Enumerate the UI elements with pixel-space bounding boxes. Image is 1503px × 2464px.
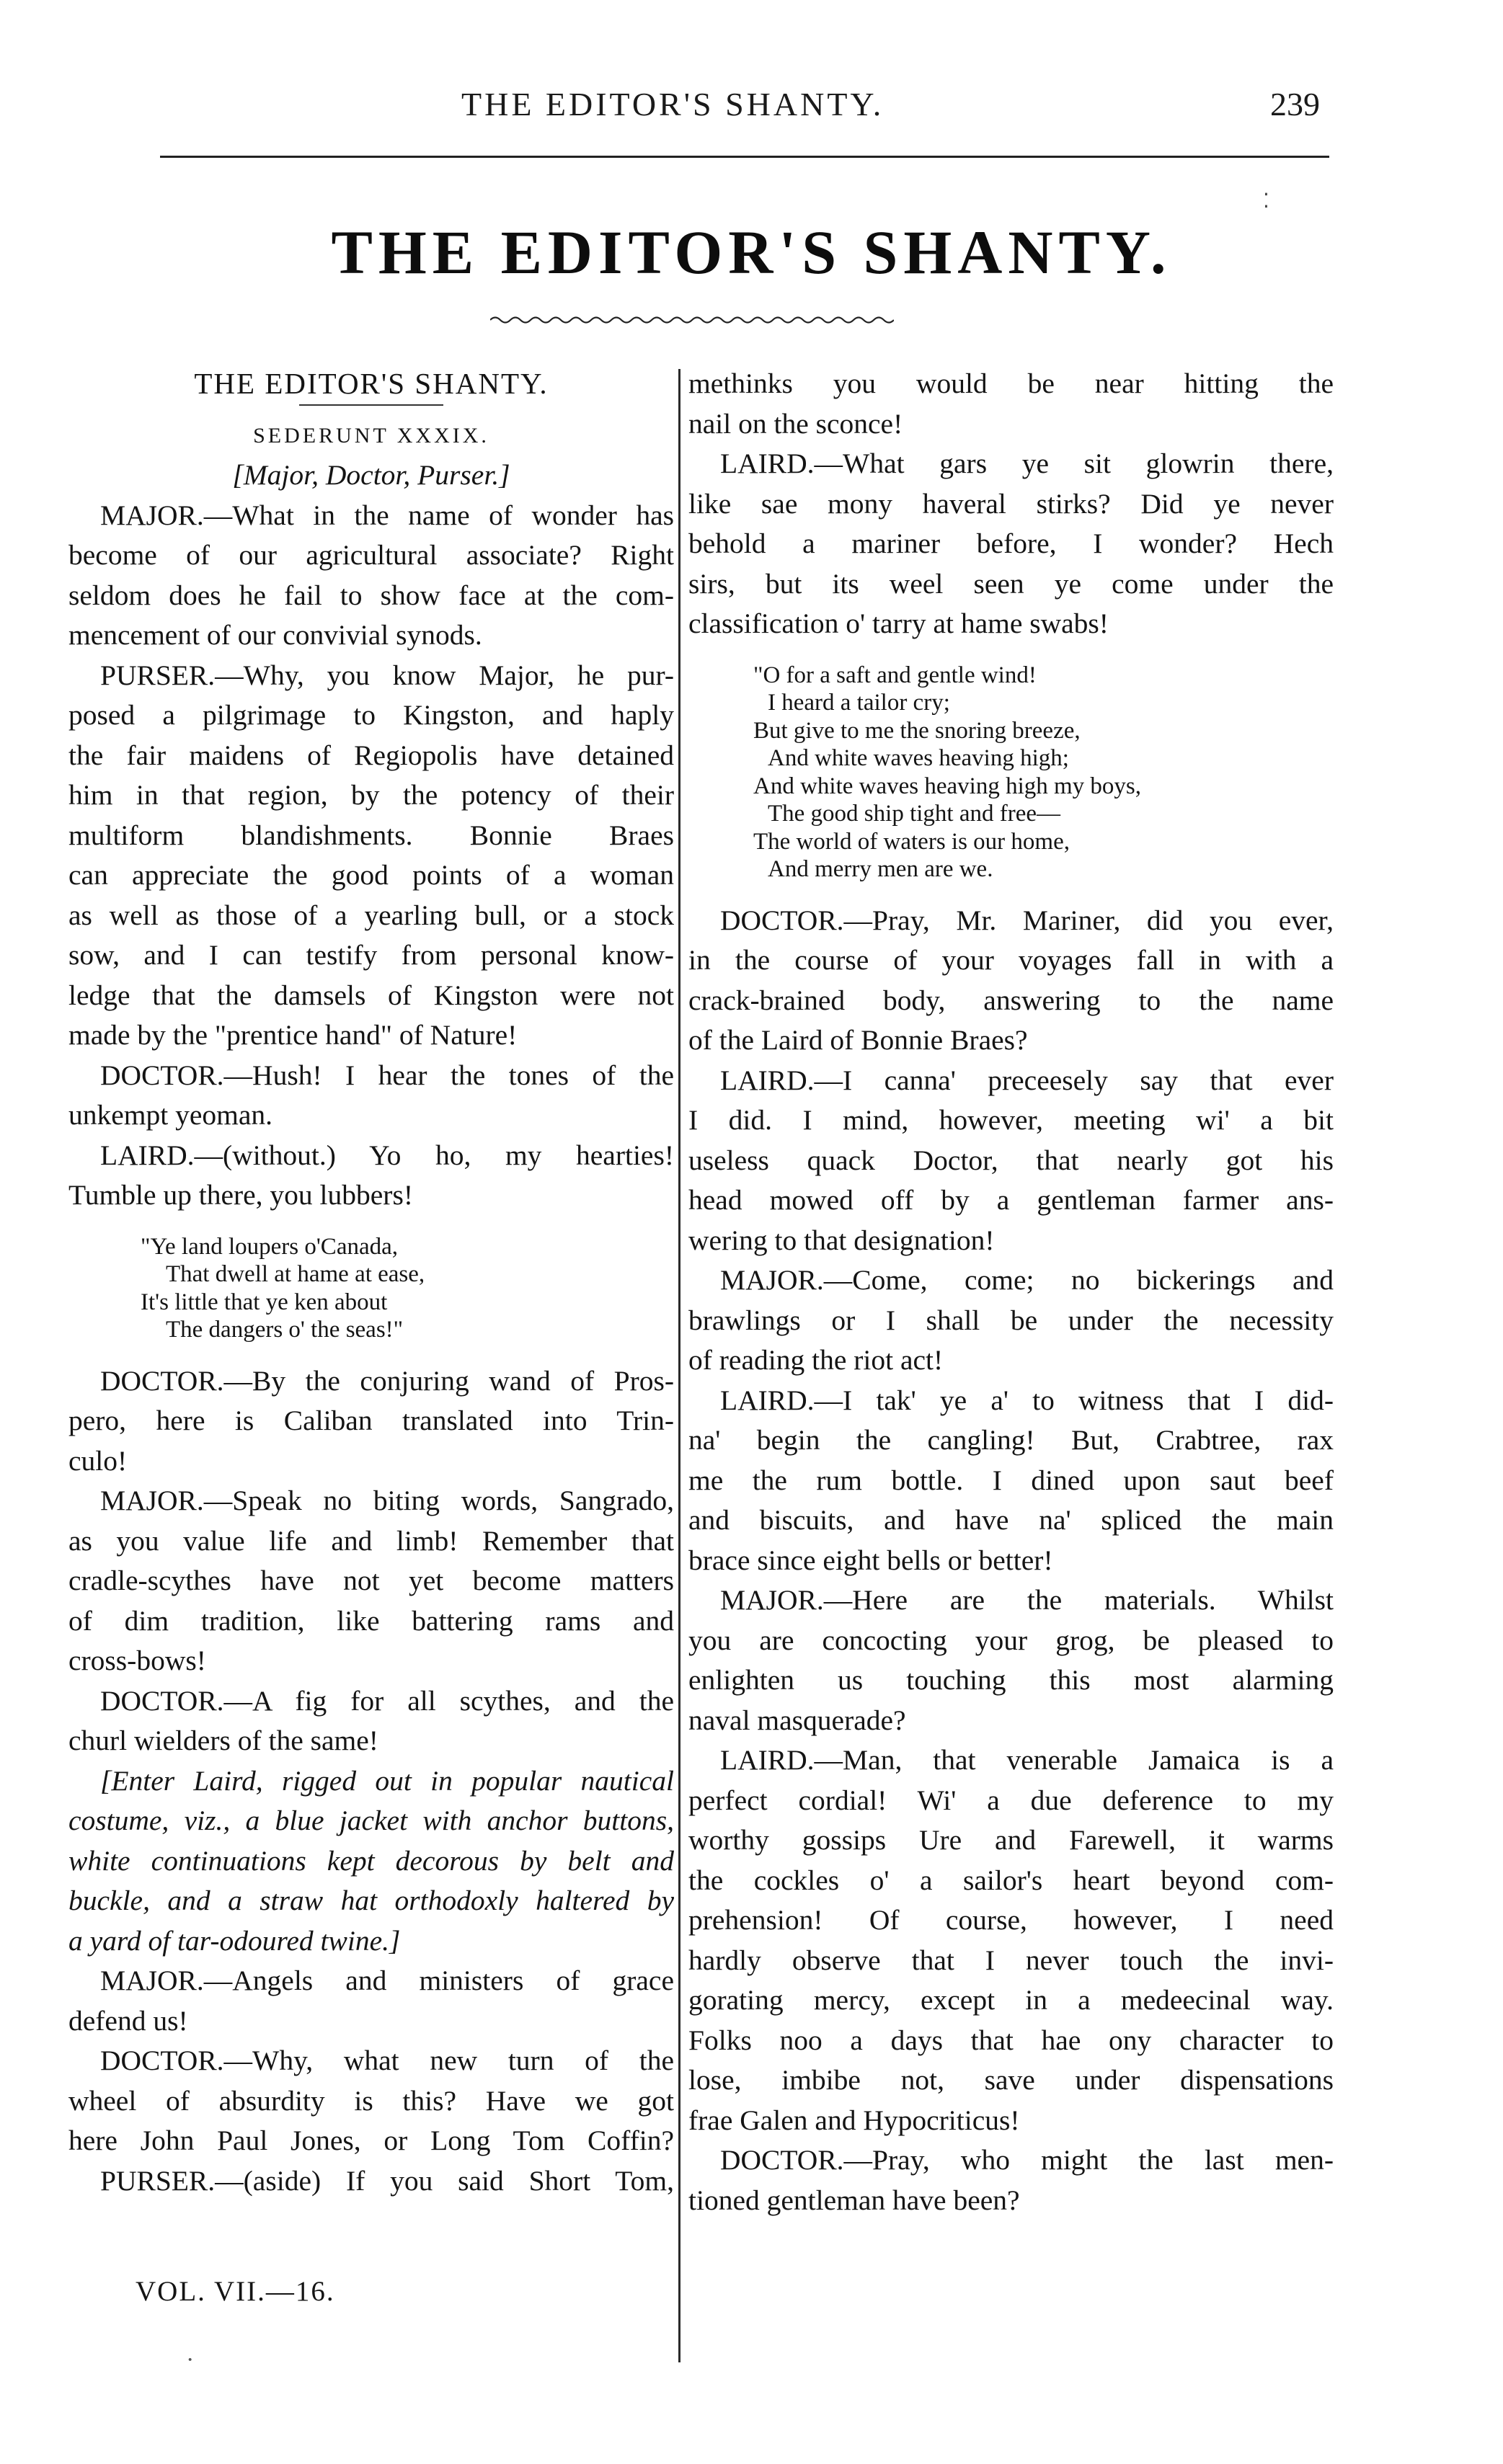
sederunt-number: SEDERUNT XXXIX. — [253, 423, 489, 448]
cast-list: [Major, Doctor, Purser.] — [232, 459, 510, 491]
text-line: na' begin the cangling! But, Crabtree, rax — [688, 1424, 1334, 1456]
text-line: MAJOR.—Angels and ministers of grace — [100, 1965, 674, 1996]
text-line: MAJOR.—Here are the materials. Whilst — [720, 1584, 1334, 1616]
text-line: crack-brained body, answering to the name — [688, 984, 1334, 1016]
verse-line: The good ship tight and free— — [768, 801, 1060, 827]
right-column — [688, 364, 1334, 2220]
text-line: frae Galen and Hypocriticus! — [688, 2104, 1020, 2136]
page-number: 239 — [1270, 86, 1320, 123]
text-line: MAJOR.—Speak no biting words, Sangrado, — [100, 1485, 674, 1516]
text-line: as well as those of a yearling bull, or a stock — [68, 899, 674, 931]
text-line: nail on the sconce! — [688, 407, 903, 440]
volume-signature: VOL. VII.—16. — [136, 2276, 335, 2307]
text-line: seldom does he fail to show face at the com- — [68, 579, 674, 611]
text-line: cradle-scythes have not yet become matters — [68, 1565, 674, 1596]
text-line: of reading the riot act! — [688, 1344, 944, 1376]
text-line: and biscuits, and have na' spliced the main — [688, 1504, 1334, 1536]
text-line: LAIRD.—(without.) Yo ho, my hearties! — [100, 1139, 674, 1171]
text-line: culo! — [68, 1444, 128, 1477]
text-line: DOCTOR.—Pray, who might the last men- — [720, 2144, 1334, 2176]
text-line: DOCTOR.—Hush! I hear the tones of the — [100, 1059, 674, 1091]
verse-line: The world of waters is our home, — [753, 828, 1070, 855]
text-line: useless quack Doctor, that nearly got his — [688, 1144, 1334, 1176]
text-line: MAJOR.—What in the name of wonder has — [100, 499, 674, 531]
text-line: I did. I mind, however, meeting wi' a bit — [688, 1104, 1334, 1136]
text-line: LAIRD.—Man, that venerable Jamaica is a — [720, 1744, 1334, 1776]
text-line: here John Paul Jones, or Long Tom Coffin? — [68, 2125, 674, 2156]
text-line: become of our agricultural associate? Right — [68, 539, 674, 571]
text-line: in the course of your voyages fall in with a — [688, 944, 1334, 976]
text-line: pero, here is Caliban translated into Trin- — [68, 1405, 674, 1436]
verse-line: I heard a tailor cry; — [768, 690, 950, 716]
text-line: classification o' tarry at hame swabs! — [688, 608, 1109, 639]
left-column — [68, 364, 674, 2201]
text-line: the cockles o' a sailor's heart beyond com- — [688, 1864, 1334, 1896]
text-line: prehension! Of course, however, I need — [688, 1904, 1334, 1936]
verse-line: The dangers o' the seas!" — [166, 1317, 404, 1343]
header-rule — [160, 156, 1329, 158]
verse-line: And white waves heaving high; — [768, 745, 1069, 771]
text-line: behold a mariner before, I wonder? Hech — [688, 528, 1334, 559]
text-line: LAIRD.—I canna' preceesely say that ever — [720, 1064, 1334, 1096]
text-line: methinks you would be near hitting the — [688, 368, 1334, 399]
text-line: gorating mercy, except in a medeecinal way. — [688, 1984, 1334, 2016]
text-line: defend us! — [68, 2004, 188, 2037]
text-line: him in that region, by the potency of their — [68, 779, 674, 811]
text-line: posed a pilgrimage to Kingston, and haply — [68, 699, 674, 731]
page-title: THE EDITOR'S SHANTY. — [331, 218, 1172, 287]
text-line: wering to that designation! — [688, 1224, 995, 1256]
title-wave-ornament — [490, 314, 894, 329]
column-heading: THE EDITOR'S SHANTY. — [194, 367, 549, 400]
verse-line: But give to me the snoring breeze, — [753, 717, 1081, 744]
verse-line: And merry men are we. — [768, 856, 993, 882]
verse-line: And white waves heaving high my boys, — [753, 773, 1142, 799]
stage-direction: a yard of tar-odoured twine.] — [68, 1924, 401, 1957]
text-line: LAIRD.—What gars ye sit glowrin there, — [720, 448, 1334, 479]
text-line: head mowed off by a gentleman farmer ans- — [688, 1184, 1334, 1216]
stray-mark: · — [186, 2347, 195, 2373]
text-line: DOCTOR.—A fig for all scythes, and the — [100, 1684, 674, 1717]
text-line: worthy gossips Ure and Farewell, it warms — [688, 1824, 1334, 1856]
text-line: DOCTOR.—Why, what new turn of the — [100, 2045, 674, 2076]
stage-direction: costume, viz., a blue jacket with anchor buttons, — [68, 1805, 674, 1836]
text-line: cross-bows! — [68, 1645, 206, 1676]
text-line: brace since eight bells or better! — [688, 1544, 1053, 1576]
text-line: made by the "prentice hand" of Nature! — [68, 1019, 518, 1051]
heading-rule — [299, 404, 443, 406]
stage-direction: white continuations kept decorous by belt and — [68, 1844, 674, 1877]
text-line: you are concocting your grog, be pleased to — [688, 1624, 1334, 1656]
column-divider — [678, 369, 680, 2362]
verse-line: "Ye land loupers o'Canada, — [141, 1233, 399, 1260]
text-line: brawlings or I shall be under the necessity — [688, 1304, 1334, 1336]
text-line: ledge that the damsels of Kingston were not — [68, 979, 674, 1011]
text-line: wheel of absurdity is this? Have we got — [68, 2084, 674, 2117]
text-line: LAIRD.—I tak' ye a' to witness that I did- — [720, 1384, 1334, 1416]
text-line: naval masquerade? — [688, 1704, 906, 1736]
text-line: DOCTOR.—Pray, Mr. Mariner, did you ever, — [720, 904, 1334, 936]
text-line: PURSER.—(aside) If you said Short Tom, — [100, 2164, 674, 2197]
stage-direction: buckle, and a straw hat orthodoxly haltered by — [68, 1885, 674, 1916]
text-line: perfect cordial! Wi' a due deference to my — [688, 1784, 1334, 1816]
verse-line: "O for a saft and gentle wind! — [753, 662, 1037, 688]
text-line: DOCTOR.—By the conjuring wand of Pros- — [100, 1364, 674, 1397]
text-line: lose, imbibe not, save under dispensations — [688, 2064, 1334, 2096]
text-line: sow, and I can testify from personal know- — [68, 939, 674, 971]
stage-direction: [Enter Laird, rigged out in popular nautical — [100, 1764, 674, 1797]
text-line: MAJOR.—Come, come; no bickerings and — [720, 1264, 1334, 1296]
text-line: sirs, but its weel seen ye come under the — [688, 567, 1334, 600]
text-line: PURSER.—Why, you know Major, he pur- — [100, 659, 674, 691]
text-line: of dim tradition, like battering rams and — [68, 1604, 674, 1637]
text-line: me the rum bottle. I dined upon saut beef — [688, 1464, 1334, 1496]
text-line: of the Laird of Bonnie Braes? — [688, 1024, 1028, 1056]
text-line: hardly observe that I never touch the invi- — [688, 1944, 1334, 1976]
text-line: as you value life and limb! Remember that — [68, 1524, 674, 1557]
text-line: enlighten us touching this most alarming — [688, 1664, 1334, 1696]
text-line: the fair maidens of Regiopolis have detained — [68, 739, 674, 771]
verse-line: It's little that ye ken about — [141, 1289, 388, 1315]
text-line: mencement of our convivial synods. — [68, 619, 482, 651]
text-line: unkempt yeoman. — [68, 1099, 273, 1131]
text-line: Folks noo a days that hae ony character to — [688, 2024, 1334, 2056]
text-line: like sae mony haveral stirks? Did ye never — [688, 487, 1334, 520]
text-line: multiform blandishments. Bonnie Braes — [68, 819, 674, 851]
running-head: THE EDITOR'S SHANTY. — [461, 86, 884, 123]
text-line: tioned gentleman have been? — [688, 2184, 1020, 2216]
verse-line: That dwell at hame at ease, — [166, 1261, 425, 1287]
text-line: churl wielders of the same! — [68, 1725, 378, 1756]
margin-mark: ⁚ — [1263, 190, 1269, 213]
text-line: can appreciate the good points of a woman — [68, 859, 674, 891]
text-line: Tumble up there, you lubbers! — [68, 1179, 413, 1211]
